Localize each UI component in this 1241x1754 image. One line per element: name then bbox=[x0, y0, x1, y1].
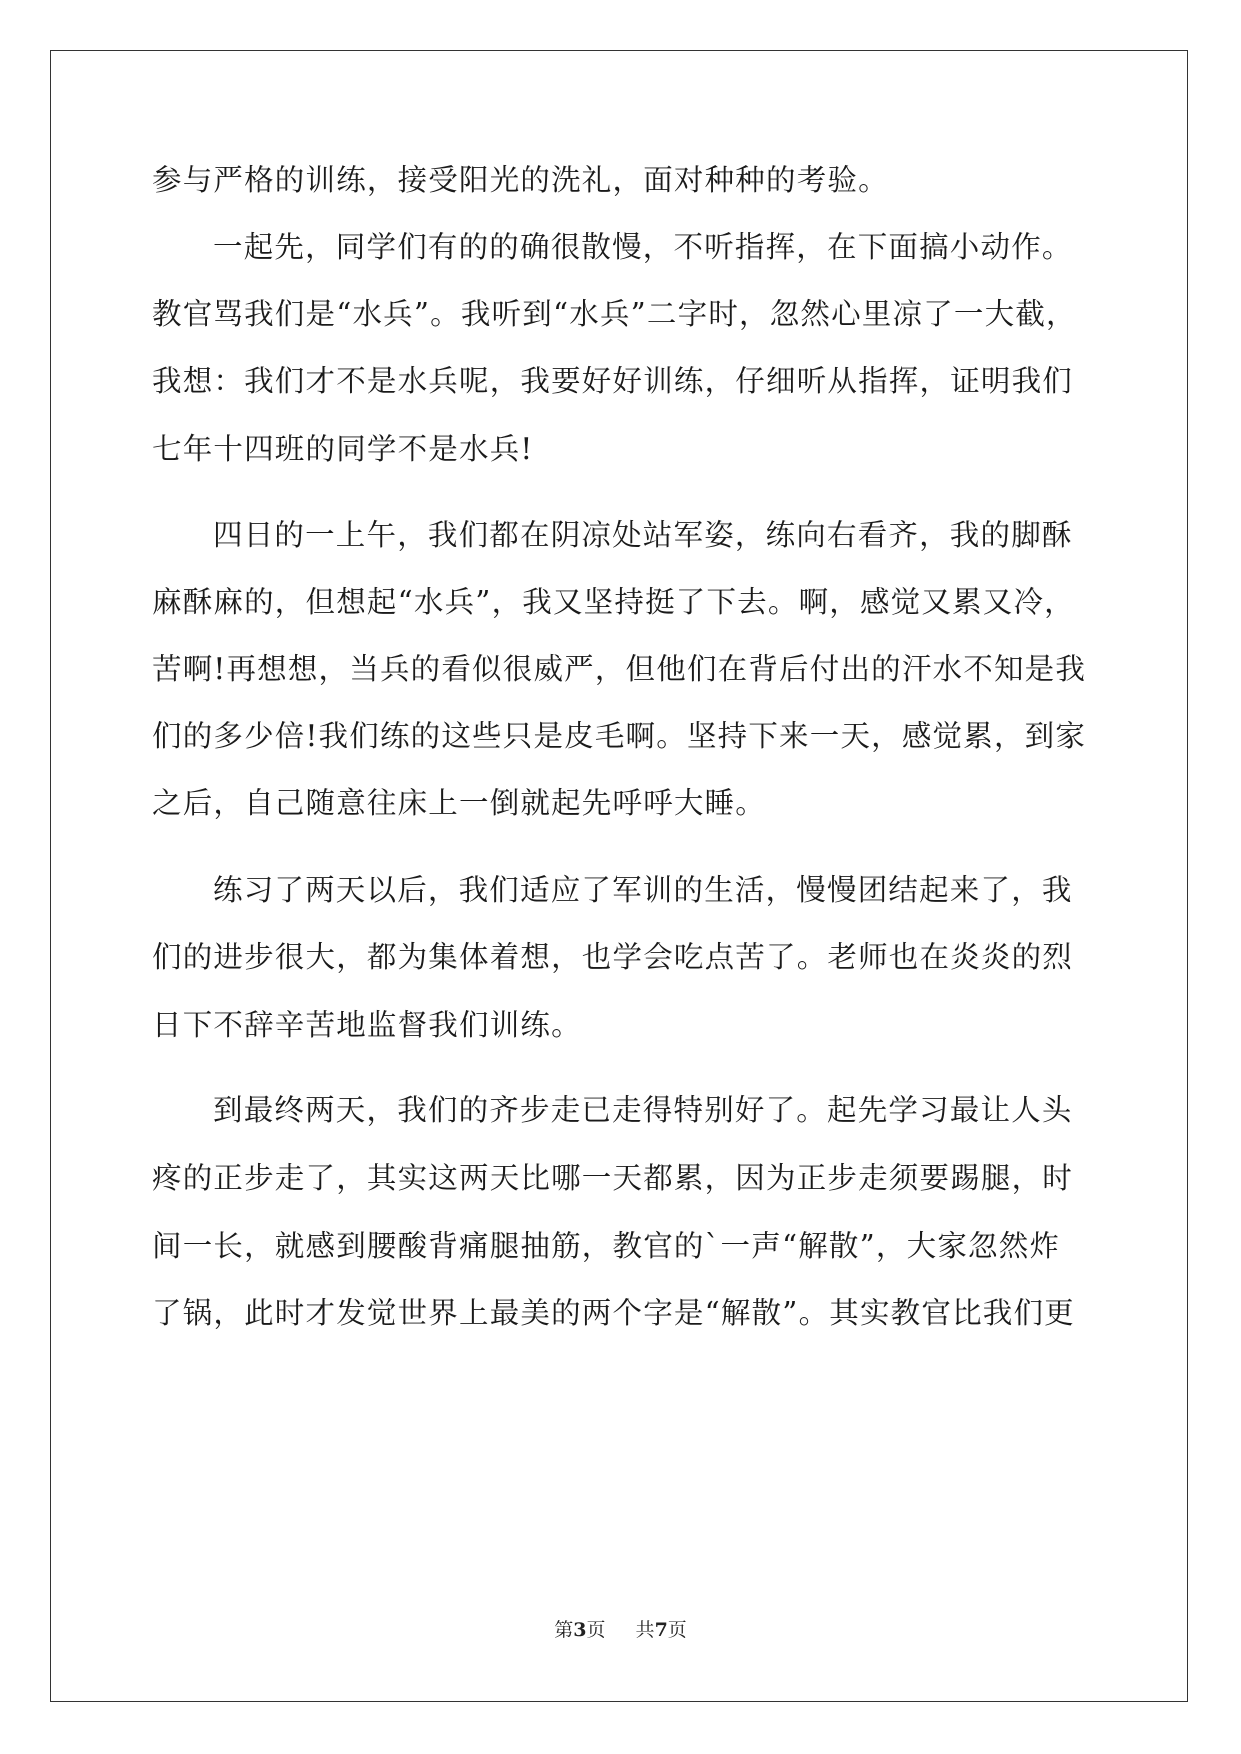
page-number-prefix: 第 bbox=[554, 1619, 574, 1641]
current-page-number: 3 bbox=[573, 1619, 587, 1641]
total-page-count: 7 bbox=[654, 1619, 668, 1641]
text-line: 苦啊!再想想，当兵的看似很威严，但他们在背后付出的汗水不知是我 bbox=[152, 652, 1087, 686]
text-line: 七年十四班的同学不是水兵! bbox=[152, 432, 534, 466]
text-line: 参与严格的训练，接受阳光的洗礼，面对种种的考验。 bbox=[152, 163, 889, 197]
total-page-unit: 页 bbox=[667, 1619, 687, 1641]
text-line: 疼的正步走了，其实这两天比哪一天都累，因为正步走须要踢腿，时 bbox=[152, 1161, 1074, 1195]
paragraph-first-line: 到最终两天，我们的齐步走已走得特别好了。起先学习最让人头 bbox=[213, 1093, 1073, 1127]
text-line: 了锅，此时才发觉世界上最美的两个字是“解散”。其实教官比我们更 bbox=[152, 1296, 1075, 1330]
text-line: 们的进步很大，都为集体着想，也学会吃点苦了。老师也在炎炎的烈 bbox=[152, 940, 1074, 974]
text-line: 之后，自己随意往床上一倒就起先呼呼大睡。 bbox=[152, 786, 767, 820]
total-pages-prefix: 共 bbox=[635, 1619, 655, 1641]
page-footer bbox=[0, 1615, 1241, 1642]
text-line: 我想：我们才不是水兵呢，我要好好训练，仔细听从指挥，证明我们 bbox=[152, 364, 1074, 398]
text-line: 日下不辞辛苦地监督我们训练。 bbox=[152, 1008, 582, 1042]
text-line: 们的多少倍!我们练的这些只是皮毛啊。坚持下来一天，感觉累，到家 bbox=[152, 719, 1087, 753]
text-line: 教官骂我们是“水兵”。我听到“水兵”二字时，忽然心里凉了一大截， bbox=[152, 297, 1077, 331]
page-unit: 页 bbox=[586, 1619, 606, 1641]
paragraph-first-line: 练习了两天以后，我们适应了军训的生活，慢慢团结起来了，我 bbox=[213, 873, 1073, 907]
text-line: 麻酥麻的，但想起“水兵”，我又坚持挺了下去。啊，感觉又累又冷， bbox=[152, 585, 1075, 619]
text-line: 间一长，就感到腰酸背痛腿抽筋，教官的`一声“解散”，大家忽然炸 bbox=[152, 1229, 1061, 1263]
paragraph-first-line: 一起先，同学们有的的确很散慢，不听指挥，在下面搞小动作。 bbox=[213, 230, 1073, 264]
paragraph-first-line: 四日的一上午，我们都在阴凉处站军姿，练向右看齐，我的脚酥 bbox=[213, 518, 1073, 552]
